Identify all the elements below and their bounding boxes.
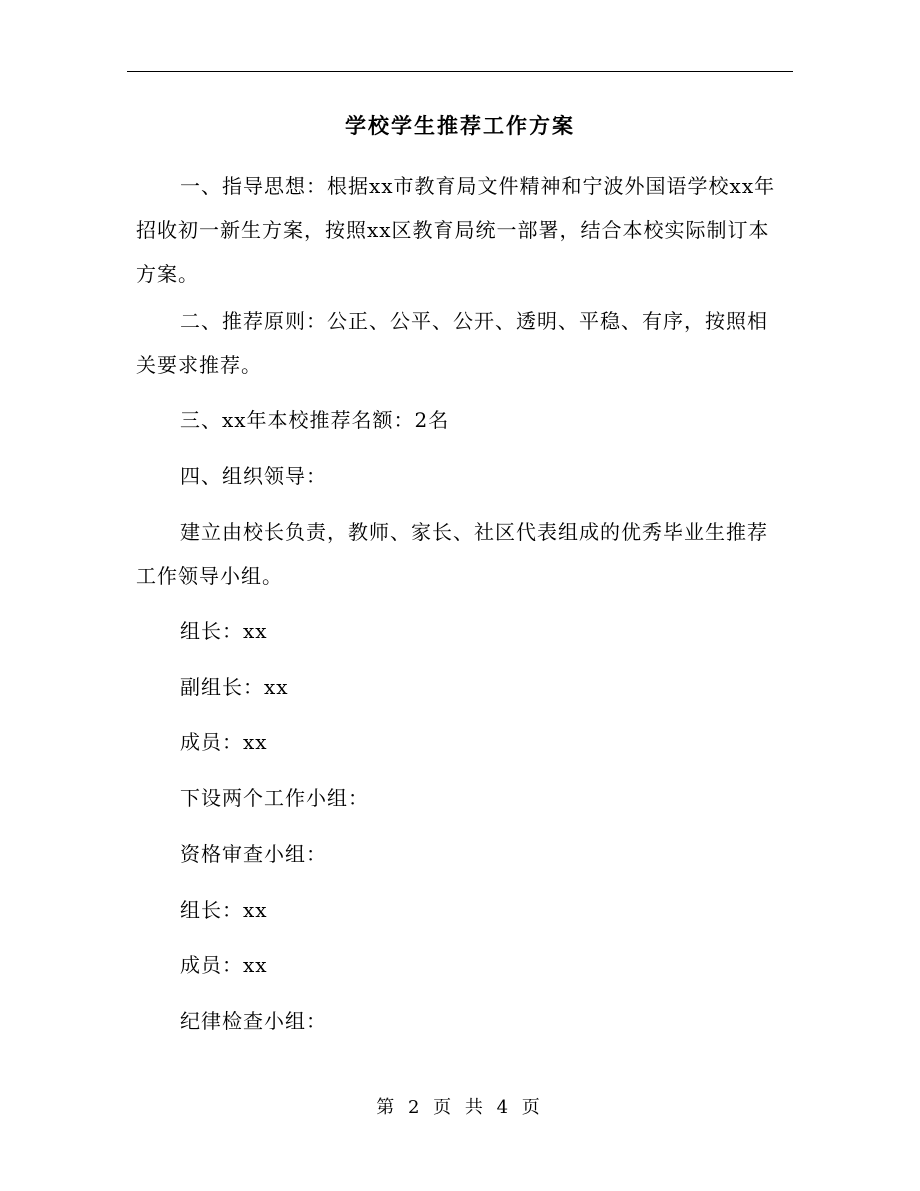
paragraph-subgroups: 下设两个工作小组： <box>180 786 369 810</box>
paragraph-group-leader: 组长：xx <box>180 619 268 643</box>
paragraph-guiding-thought: 一、指导思想：根据xx市教育局文件精神和宁波外国语学校xx年招收初一新生方案，按照xx区教育局统一部署，结合本校实际制订本方案。 <box>136 174 776 286</box>
paragraph-members: 成员：xx <box>180 730 268 754</box>
paragraph-qualification-members: 成员：xx <box>180 953 268 977</box>
paragraph-qualification-group: 资格审查小组： <box>180 842 327 866</box>
paragraph-deputy-leader: 副组长：xx <box>180 675 289 699</box>
paragraph-leadership-group: 建立由校长负责，教师、家长、社区代表组成的优秀毕业生推荐工作领导小组。 <box>136 520 768 588</box>
page-number-footer: 第 2 页 共 4 页 <box>376 1097 544 1118</box>
paragraph-discipline-group: 纪律检查小组： <box>180 1009 327 1033</box>
paragraph-quota: 三、xx年本校推荐名额：2名 <box>180 408 450 432</box>
paragraph-qualification-leader: 组长：xx <box>180 898 268 922</box>
document-title: 学校学生推荐工作方案 <box>345 113 575 138</box>
header-rule <box>127 71 793 72</box>
paragraph-organization-heading: 四、组织领导： <box>180 464 327 488</box>
paragraph-recommendation-principle: 二、推荐原则：公正、公平、公开、透明、平稳、有序，按照相关要求推荐。 <box>136 309 768 377</box>
